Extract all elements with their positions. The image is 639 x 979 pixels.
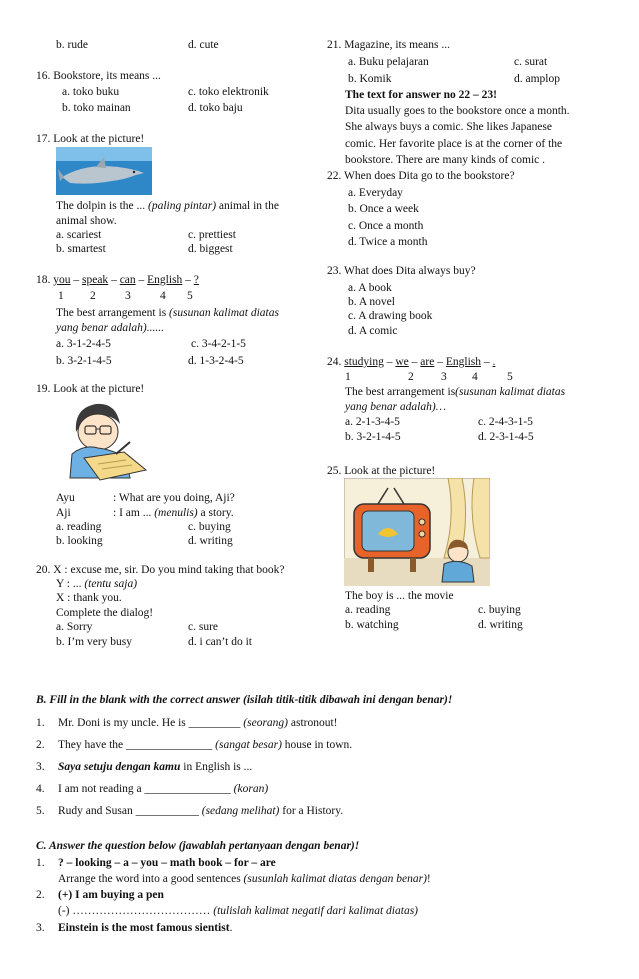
- option-d: d. 2-3-1-4-5: [478, 431, 534, 443]
- option-d: d. writing: [478, 619, 523, 631]
- option-a: a. reading: [345, 604, 391, 616]
- item-number: 1.: [36, 717, 45, 729]
- item-number: 3.: [36, 761, 45, 773]
- reading-text-line: bookstore. There are many kinds of comic .: [345, 154, 546, 166]
- item-number: 1.: [36, 857, 45, 869]
- word-number: 5: [187, 290, 193, 302]
- answer-item-2-instruction: (-) ……………………………… (tulislah kalimat negatif dari kalimat diatas): [58, 905, 419, 917]
- question-text: The boy is ... the movie: [345, 590, 454, 602]
- option-d: d. A comic: [348, 325, 398, 337]
- word-number: 2: [408, 371, 414, 383]
- question-stem: 22. When does Dita go to the bookstore?: [327, 170, 515, 182]
- word-number: 3: [441, 371, 447, 383]
- option-a: a. Sorry: [56, 621, 93, 633]
- option-b: b. 3-2-1-4-5: [56, 355, 112, 367]
- option-c: c. prettiest: [188, 229, 236, 241]
- fill-item-4: I am not reading a _______________ (koran): [58, 783, 269, 795]
- word-number: 2: [90, 290, 96, 302]
- option-b: b. watching: [345, 619, 399, 631]
- option-d: d. amplop: [514, 73, 560, 85]
- word-number: 3: [125, 290, 131, 302]
- question-text-line1: The dolpin is the ... (paling pintar) animal in the: [56, 200, 279, 212]
- question-words: 18. you – speak – can – English – ?: [36, 274, 199, 286]
- option-b: b. I’m very busy: [56, 636, 133, 648]
- question-stem: 17. Look at the picture!: [36, 133, 145, 145]
- fill-item-1: Mr. Doni is my uncle. He is _________ (seorang) astronout!: [58, 717, 338, 729]
- option-a: a. Everyday: [348, 187, 403, 199]
- option-b: b. 3-2-1-4-5: [345, 431, 401, 443]
- option-d: d. Twice a month: [348, 236, 428, 248]
- option-b: b. Once a week: [348, 203, 419, 215]
- item-number: 4.: [36, 783, 45, 795]
- option-b: b. Komik: [348, 73, 392, 85]
- option-a: a. Buku pelajaran: [348, 56, 429, 68]
- option-c: c. 3-4-2-1-5: [191, 338, 246, 350]
- question-words: 24. studying – we – are – English – .: [327, 356, 496, 368]
- question-stem: 23. What does Dita always buy?: [327, 265, 476, 277]
- answer-item-2: (+) I am buying a pen: [58, 889, 164, 901]
- option-b: b. looking: [56, 535, 103, 547]
- dialog-line-x: X : thank you.: [56, 592, 122, 604]
- reading-text-line: Dita usually goes to the bookstore once a month.: [345, 105, 570, 117]
- option-d: d. toko baju: [188, 102, 243, 114]
- option-c: c. surat: [514, 56, 548, 68]
- section-c-title: C. Answer the question below (jawablah pertanyaan dengan benar)!: [36, 840, 360, 852]
- fill-item-3: Saya setuju dengan kamu in English is ...: [58, 761, 253, 773]
- option-a: a. reading: [56, 521, 102, 533]
- word-number: 1: [58, 290, 64, 302]
- dialog-line-ayu: : What are you doing, Aji?: [113, 492, 235, 504]
- answer-item-1-instruction: Arrange the word into a good sentences (susunlah kalimat diatas dengan benar)!: [58, 873, 431, 885]
- option-c: c. buying: [478, 604, 521, 616]
- option-c: c. Once a month: [348, 220, 424, 232]
- option-b: b. A novel: [348, 296, 395, 308]
- instruction: Complete the dialog!: [56, 607, 154, 619]
- option-c: c. 2-4-3-1-5: [478, 416, 533, 428]
- item-number: 2.: [36, 739, 45, 751]
- option-d: d. i can’t do it: [188, 636, 252, 648]
- option-d: d. 1-3-2-4-5: [188, 355, 244, 367]
- speaker-ayu: Ayu: [56, 492, 75, 504]
- instruction-line1: The best arrangement is (susunan kalimat diatas: [56, 307, 279, 319]
- dialog-line-aji: : I am ... (menulis) a story.: [113, 507, 234, 519]
- option-b: b. rude: [56, 39, 88, 51]
- option-a: a. 2-1-3-4-5: [345, 416, 400, 428]
- option-d: d. writing: [188, 535, 233, 547]
- item-number: 3.: [36, 922, 45, 934]
- boy-watching-tv-picture: [344, 478, 490, 586]
- option-b: b. smartest: [56, 243, 106, 255]
- question-stem: 19. Look at the picture!: [36, 383, 145, 395]
- instruction-line2: yang benar adalah)......: [56, 322, 164, 334]
- option-b: b. toko mainan: [62, 102, 131, 114]
- reading-text-line: She always buys a comic. She likes Japanese: [345, 121, 552, 133]
- answer-item-3: Einstein is the most famous sientist.: [58, 922, 233, 934]
- word-number: 5: [507, 371, 513, 383]
- fill-item-2: They have the _______________ (sangat besar) house in town.: [58, 739, 353, 751]
- answer-item-1: ? – looking – a – you – math book – for – are: [58, 857, 276, 869]
- word-number: 4: [160, 290, 166, 302]
- question-stem: 16. Bookstore, its means ...: [36, 70, 161, 82]
- option-c: c. buying: [188, 521, 231, 533]
- option-c: c. A drawing book: [348, 310, 433, 322]
- option-a: a. 3-1-2-4-5: [56, 338, 111, 350]
- question-stem: 25. Look at the picture!: [327, 465, 436, 477]
- section-b-title: B. Fill in the blank with the correct answer (isilah titik-titik dibawah ini dengan benar)!: [36, 694, 453, 706]
- item-number: 5.: [36, 805, 45, 817]
- question-stem: 21. Magazine, its means ...: [327, 39, 450, 51]
- word-number: 1: [345, 371, 351, 383]
- boy-writing-picture: [54, 398, 152, 482]
- question-stem: 20. X : excuse me, sir. Do you mind taking that book?: [36, 564, 285, 576]
- instruction-line2: yang benar adalah)…: [345, 401, 446, 413]
- speaker-aji: Aji: [56, 507, 71, 519]
- word-number: 4: [472, 371, 478, 383]
- option-c: c. toko elektronik: [188, 86, 269, 98]
- option-a: a. A book: [348, 282, 392, 294]
- reading-text-title: The text for answer no 22 – 23!: [345, 89, 497, 101]
- option-d: d. biggest: [188, 243, 233, 255]
- reading-text-line: comic. Her favorite place is at the corner of the: [345, 138, 563, 150]
- option-d: d. cute: [188, 39, 219, 51]
- item-number: 2.: [36, 889, 45, 901]
- option-c: c. sure: [188, 621, 219, 633]
- question-text-line2: animal show.: [56, 215, 117, 227]
- dialog-line-y: Y : ... (tentu saja): [56, 578, 138, 590]
- dolphin-picture: [56, 147, 152, 195]
- option-a: a. toko buku: [62, 86, 120, 98]
- option-a: a. scariest: [56, 229, 102, 241]
- instruction-line1: The best arrangement is(susunan kalimat diatas: [345, 386, 566, 398]
- fill-item-5: Rudy and Susan ___________ (sedang melihat) for a History.: [58, 805, 344, 817]
